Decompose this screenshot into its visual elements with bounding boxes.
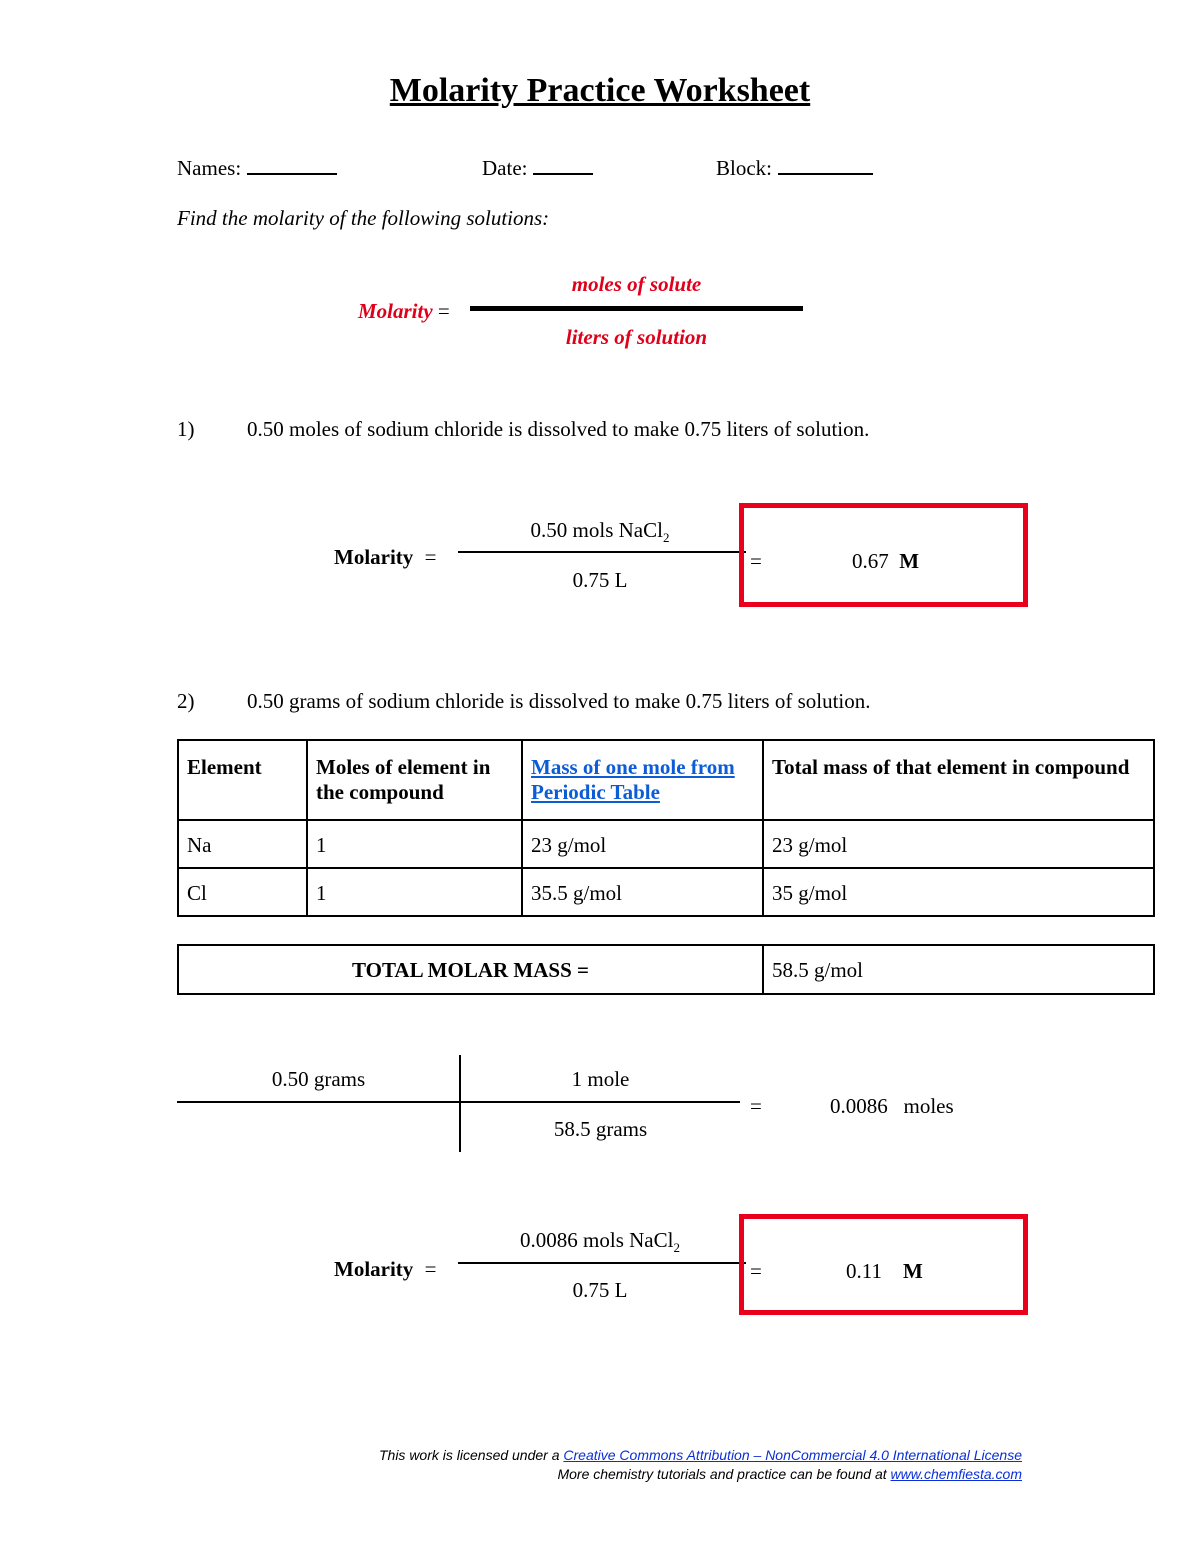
total-label: TOTAL MOLAR MASS = [178,945,763,994]
total-molar-mass-table [177,944,1155,995]
table-header-row [178,740,1154,820]
names-field [177,153,337,181]
table-cell: Cl [178,868,307,916]
conversion-factor-top: 1 mole [571,1067,630,1091]
q1-denominator: 0.75 L [572,568,628,592]
block-blank[interactable] [778,153,873,175]
formula-fraction-line [470,306,803,311]
q1-answer-equals: = [750,549,762,573]
table-row [178,945,1154,994]
date-label: Date: [482,156,528,180]
q2-fraction-line [458,1262,746,1264]
formula-label: Molarity = [358,299,450,323]
table-cell: Na [178,820,307,868]
element-table [177,739,1155,917]
table-cell: 35.5 g/mol [522,868,763,916]
page-title: Molarity Practice Worksheet [389,72,811,109]
col-header-mass-link[interactable]: Mass of one mole from Periodic Table [522,740,763,820]
q2-answer-equals: = [750,1259,762,1283]
block-label: Block: [716,156,772,180]
table-cell: 1 [307,868,522,916]
license-link[interactable]: Creative Commons Attribution – NonCommercial 4.0 International License [563,1447,1022,1463]
q1-text: 0.50 moles of sodium chloride is dissolved to make 0.75 liters of solution. [247,417,870,441]
q2-text: 0.50 grams of sodium chloride is dissolved to make 0.75 liters of solution. [247,689,871,713]
license-line [379,1447,1022,1463]
table-cell: 23 g/mol [522,820,763,868]
conversion-equals: = [750,1094,762,1118]
table-row [178,868,1154,916]
instructions: Find the molarity of the following solutions: [177,206,550,230]
table-row [178,820,1154,868]
q1-fraction-line [458,551,746,553]
q2-denominator: 0.75 L [572,1278,628,1302]
q1-numerator: 0.50 mols NaCl$_2$ [530,518,670,546]
conversion-given: 0.50 grams [271,1067,366,1091]
col-header-moles: Moles of element in the compound [307,740,522,820]
conversion-result: 0.0086 moles [830,1094,954,1118]
conversion-factor-bottom: 58.5 grams [553,1117,648,1141]
q2-answer: 0.11 M [846,1259,923,1283]
names-blank[interactable] [247,153,337,175]
q1-number: 1) [177,417,195,441]
table-cell: 1 [307,820,522,868]
q2-number: 2) [177,689,195,713]
date-field [482,153,593,181]
formula-denominator: liters of solution [565,325,708,349]
block-field [716,153,873,181]
col-header-element: Element [178,740,307,820]
more-tutorials-text: More chemistry tutorials and practice can be found at [557,1466,887,1482]
chemfiesta-link[interactable]: www.chemfiesta.com [890,1466,1022,1482]
names-label: Names: [177,156,242,180]
col-header-total-mass: Total mass of that element in compound [763,740,1154,820]
table-cell: 23 g/mol [763,820,1154,868]
q1-molarity-label: Molarity = [334,545,437,569]
table-cell: 35 g/mol [763,868,1154,916]
q2-molarity-label: Molarity = [334,1257,437,1281]
q2-numerator: 0.0086 mols NaCl$_2$ [520,1228,680,1256]
total-value: 58.5 g/mol [763,945,1154,994]
q1-answer: 0.67 M [852,549,920,573]
more-tutorials-line [557,1466,1022,1482]
license-text: This work is licensed under a [378,1447,560,1463]
formula-numerator: moles of solute [571,272,702,296]
date-blank[interactable] [533,153,593,175]
